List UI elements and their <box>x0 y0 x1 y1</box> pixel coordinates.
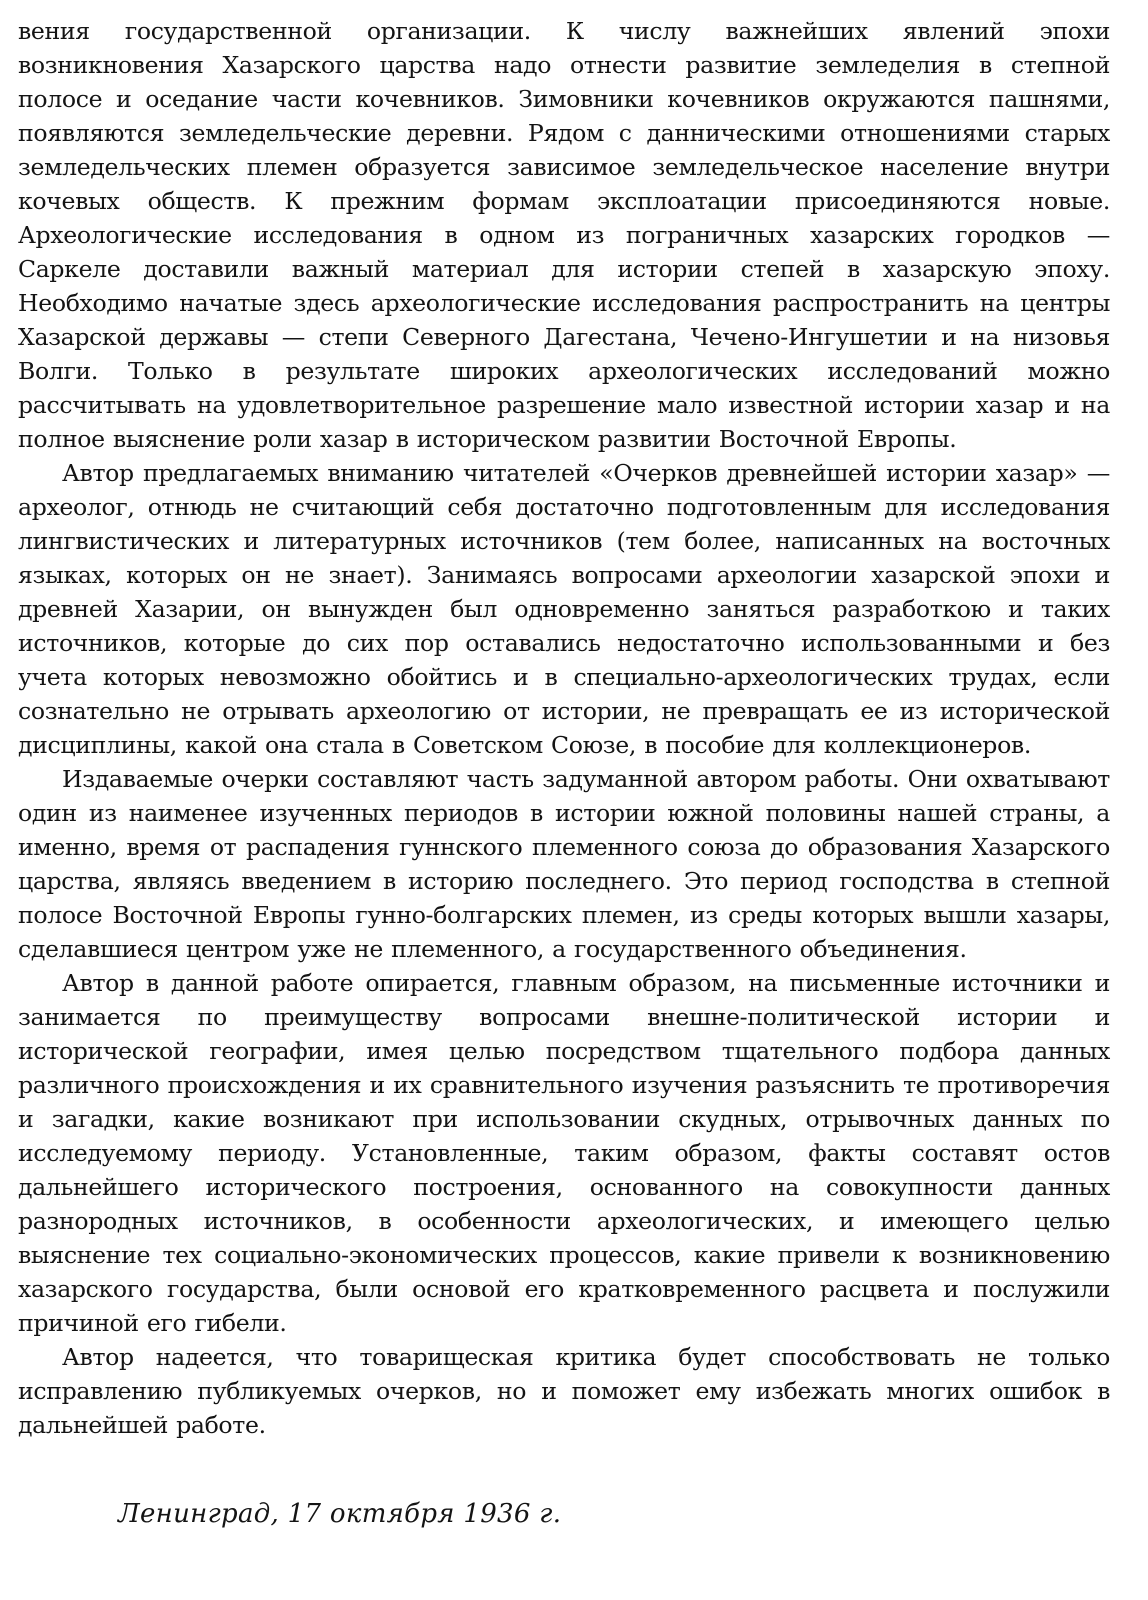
paragraph-sources-method: Автор в данной работе опирается, главным образом, на письменные источники и занимается по преимуществу вопросами внешне-политической истории и исторической географии, имея целью посредством тщательного подбора данных различного происхождения и их сравнительного изучения разъяснить те противоречия и загадки, какие возникают при использовании скудных, отрывочных данных по исследуемому периоду. Установленные, таким образом, факты составят остов дальнейшего исторического построения, основанного на совокупности данных разнородных источников, в особенности археологических, и имеющего целью выяснение тех социально-экономических процессов, какие привели к возникновению хазарского государства, были основой его кратковременного расцвета и послужили причиной его гибели. <box>18 969 1110 1337</box>
place-and-date-signature: Ленинград, 17 октября 1936 г. <box>118 1499 562 1529</box>
body-text <box>18 14 1110 1442</box>
paragraph-essays-scope: Издаваемые очерки составляют часть задуманной автором работы. Они охватывают один из наименее изученных периодов в истории южной половины нашей страны, а именно, время от распадения гуннского племенного союза до образования Хазарского царства, являясь введением в историю последнего. Это период господства в степной полосе Восточной Европы гунно-болгарских племен, из среды которых вышли хазары, сделавшиеся центром уже не племенного, а государственного объединения. <box>18 765 1110 963</box>
paragraph-author-archaeologist: Автор предлагаемых вниманию читателей «Очерков древнейшей истории хазар» — археолог, отнюдь не считающий себя достаточно подготовленным для исследования лингвистических и литературных источников (тем более, написанных на восточных языках, которых он не знает). Занимаясь вопросами археологии хазарской эпохи и древней Хазарии, он вынужден был одновременно заняться разработкою и таких источников, которые до сих пор оставались недостаточно использованными и без учета которых невозможно обойтись и в специально-археологических трудах, если сознательно не отрывать археологию от истории, не превращать ее из исторической дисциплины, какой она стала в Советском Союзе, в пособие для коллекционеров. <box>18 459 1110 759</box>
book-page <box>18 14 1110 1584</box>
paragraph-continuation: вения государственной организации. К числу важнейших явлений эпохи возникновения Хазарского царства надо отнести развитие земледелия в степной полосе и оседание части кочевников. Зимовники кочевников окружаются пашнями, появляются земледельческие деревни. Рядом с данническими отношениями старых земледельческих племен образуется зависимое земледельческое население внутри кочевых обществ. К прежним формам эксплоатации присоединяются новые. Археологические исследования в одном из пограничных хазарских городков — Саркеле доставили важный материал для истории степей в хазарскую эпоху. Необходимо начатые здесь археологические исследования распространить на центры Хазарской державы — степи Северного Дагестана, Чечено-Ингушетии и на низовья Волги. Только в результате широких археологических исследований можно рассчитывать на удовлетворительное разрешение мало известной истории хазар и на полное выяснение роли хазар в историческом развитии Восточной Европы. <box>18 17 1110 453</box>
paragraph-criticism-hope: Автор надеется, что товарищеская критика будет способствовать не только исправлению публикуемых очерков, но и поможет ему избежать многих ошибок в дальнейшей работе. <box>18 1343 1110 1439</box>
